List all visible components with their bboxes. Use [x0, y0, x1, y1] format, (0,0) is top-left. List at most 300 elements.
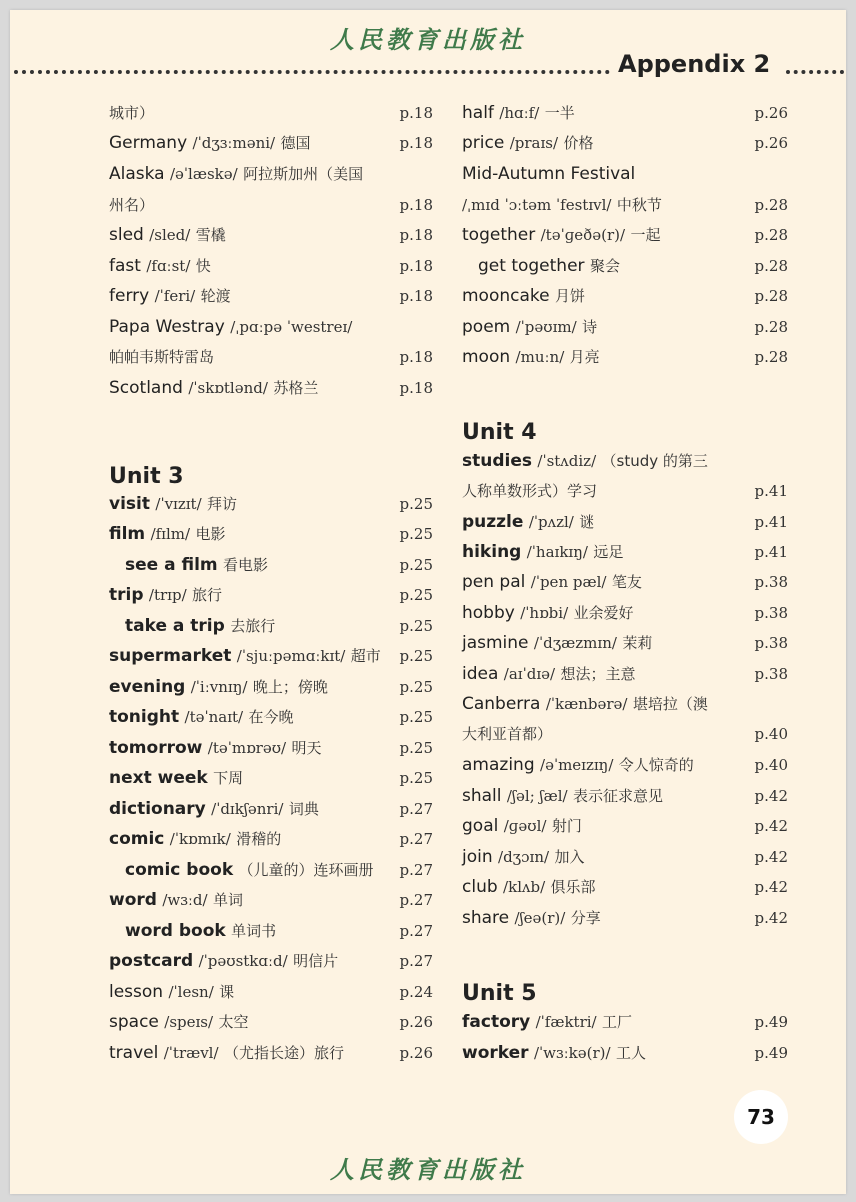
vocab-row: [109, 130, 433, 156]
vocab-word: supermarket: [109, 646, 232, 666]
vocab-entry: [109, 674, 328, 700]
vocab-entry: [109, 375, 318, 401]
appendix-title: Appendix 2: [618, 50, 771, 78]
page-reference: p.49: [754, 1044, 788, 1062]
page-reference: p.25: [399, 586, 433, 604]
vocab-translation: 业余爱好: [573, 604, 634, 622]
vocab-phonetic: /dʒɔɪn/: [498, 848, 550, 866]
vocab-entry: [462, 192, 662, 218]
vocab-entry: [462, 813, 582, 839]
vocab-row: [462, 283, 788, 309]
vocab-row: [109, 704, 433, 730]
page-reference: p.42: [754, 909, 788, 927]
vocab-translation: 一起: [630, 226, 661, 244]
vocab-row: [462, 783, 788, 809]
page-reference: p.27: [399, 891, 433, 909]
page-reference: p.25: [399, 556, 433, 574]
vocab-row: [109, 582, 433, 608]
vocab-entry: [109, 192, 154, 218]
vocab-row: [462, 478, 788, 504]
vocab-translation: 快: [195, 257, 211, 275]
vocab-translation: 价格: [563, 134, 594, 152]
vocab-phonetic: /speɪs/: [164, 1013, 214, 1031]
vocab-entry: [478, 253, 620, 279]
vocab-phonetic: /ˈfæktri/: [535, 1013, 597, 1031]
vocab-word: Germany: [109, 133, 188, 153]
vocab-row: [109, 222, 433, 248]
vocab-row: [109, 796, 433, 822]
page-reference: p.41: [754, 543, 788, 561]
vocab-translation: 单词书: [231, 922, 277, 940]
vocab-entry: [462, 539, 623, 565]
page-reference: p.18: [399, 196, 433, 214]
vocab-phonetic: /təˈnaɪt/: [184, 708, 244, 726]
vocab-entry: [462, 1040, 646, 1066]
vocab-translation: 工厂: [602, 1013, 633, 1031]
vocab-translation: 词典: [288, 800, 319, 818]
vocab-word: mooncake: [462, 286, 550, 306]
vocab-row: [462, 569, 788, 595]
vocab-word: lesson: [109, 982, 164, 1002]
unit-heading: Unit 3: [109, 464, 184, 489]
vocab-entry: [109, 521, 225, 547]
vocab-row: [109, 735, 433, 761]
page-reference: p.27: [399, 922, 433, 940]
vocab-entry: [109, 344, 214, 370]
page-reference: p.40: [754, 756, 788, 774]
vocab-translation: 单词: [212, 891, 243, 909]
vocab-row: [462, 874, 788, 900]
vocab-row: [462, 100, 788, 126]
vocab-word: trip: [109, 585, 144, 605]
vocab-entry: [109, 643, 381, 669]
vocab-word: shall: [462, 786, 502, 806]
vocab-entry: [109, 161, 363, 187]
vocab-word: fast: [109, 256, 141, 276]
vocab-phonetic: /muːn/: [515, 348, 565, 366]
vocab-entry: [462, 874, 596, 900]
vocab-translation: 想法；主意: [560, 665, 636, 683]
vocab-entry: [462, 721, 552, 747]
page-reference: p.18: [399, 348, 433, 366]
vocab-row: [109, 613, 433, 639]
vocab-translation: 工人: [615, 1044, 646, 1062]
vocab-word: film: [109, 524, 146, 544]
vocab-word: space: [109, 1012, 159, 1032]
vocab-row: [109, 552, 433, 578]
vocab-phonetic: /ˌpɑːpə ˈwestreɪ/: [230, 318, 353, 336]
vocab-entry: [109, 735, 322, 761]
vocab-translation: 月亮: [569, 348, 600, 366]
vocab-entry: [109, 491, 237, 517]
page-reference: p.26: [754, 134, 788, 152]
vocab-translation: （study 的第三: [601, 452, 708, 470]
vocab-translation: 笔友: [611, 573, 642, 591]
page-reference: p.25: [399, 495, 433, 513]
publisher-logo-bottom: 人民教育出版社: [330, 1155, 526, 1184]
vocab-translation: 人称单数形式）学习: [462, 482, 598, 500]
vocab-phonetic: /praɪs/: [509, 134, 559, 152]
vocab-word: half: [462, 103, 494, 123]
vocab-entry: [462, 661, 635, 687]
vocab-row: [109, 765, 433, 791]
vocab-entry: [125, 613, 275, 639]
vocab-row: [462, 253, 788, 279]
vocab-word: tonight: [109, 707, 180, 727]
vocab-word: ferry: [109, 286, 150, 306]
vocab-row: [109, 521, 433, 547]
vocab-translation: 城市）: [109, 104, 155, 122]
vocab-row: [109, 887, 433, 913]
vocab-row: [109, 918, 433, 944]
vocab-translation: 一半: [544, 104, 575, 122]
vocab-entry: [462, 314, 597, 340]
vocab-row: [462, 661, 788, 687]
vocab-row: [109, 1009, 433, 1035]
vocab-row: [109, 192, 433, 218]
vocab-phonetic: /ˈtrævl/: [163, 1044, 219, 1062]
page-reference: p.42: [754, 878, 788, 896]
vocab-word: Alaska: [109, 164, 165, 184]
vocab-translation: 轮渡: [200, 287, 231, 305]
dotted-rule-left: [14, 70, 610, 74]
vocab-word: poem: [462, 317, 511, 337]
vocab-phonetic: /klʌb/: [503, 878, 546, 896]
vocab-entry: [109, 765, 243, 791]
vocab-entry: [462, 1009, 632, 1035]
dotted-rule-right: [786, 70, 844, 74]
vocab-row: [462, 161, 788, 187]
vocab-entry: [109, 253, 211, 279]
vocab-entry: [125, 857, 374, 883]
vocab-word: price: [462, 133, 505, 153]
vocab-row: [109, 979, 433, 1005]
vocab-word: Canberra: [462, 694, 541, 714]
vocab-entry: [462, 630, 652, 656]
page-reference: p.27: [399, 800, 433, 818]
vocab-row: [462, 130, 788, 156]
vocab-phonetic: /trɪp/: [148, 586, 187, 604]
vocab-translation: 谜: [579, 513, 595, 531]
vocab-entry: [109, 314, 352, 340]
vocab-translation: 明信片: [293, 952, 339, 970]
vocab-translation: 州名）: [109, 196, 155, 214]
vocab-word: Mid-Autumn Festival: [462, 164, 636, 184]
page: [10, 10, 846, 1194]
vocab-word: puzzle: [462, 512, 524, 532]
vocab-row: [109, 314, 433, 340]
vocab-entry: [462, 600, 634, 626]
vocab-phonetic: /ˈsjuːpəmɑːkɪt/: [236, 647, 346, 665]
vocab-phonetic: /ˈpʌzl/: [528, 513, 574, 531]
vocab-translation: 分享: [570, 909, 601, 927]
vocab-row: [462, 192, 788, 218]
vocab-entry: [462, 478, 597, 504]
vocab-phonetic: /ˈdɪkʃənri/: [211, 800, 284, 818]
vocab-word: travel: [109, 1043, 159, 1063]
vocab-entry: [462, 130, 593, 156]
vocab-row: [462, 1040, 788, 1066]
page-reference: p.28: [754, 318, 788, 336]
vocab-entry: [462, 752, 694, 778]
vocab-translation: 大利亚首都）: [462, 725, 553, 743]
vocab-phonetic: /əˈlæskə/: [170, 165, 238, 183]
vocab-phonetic: /ˈkɒmɪk/: [169, 830, 231, 848]
vocab-row: [462, 539, 788, 565]
vocab-row: [109, 857, 433, 883]
page-reference: p.28: [754, 226, 788, 244]
vocab-translation: 拜访: [207, 495, 238, 513]
page-reference: p.26: [399, 1044, 433, 1062]
vocab-translation: 帕帕韦斯特雷岛: [109, 348, 215, 366]
page-number: 73: [734, 1090, 788, 1144]
vocab-translation: 电影: [195, 525, 226, 543]
vocab-word: comic: [109, 829, 165, 849]
vocab-entry: [462, 283, 585, 309]
page-reference: p.25: [399, 617, 433, 635]
page-reference: p.18: [399, 104, 433, 122]
vocab-translation: 中秋节: [616, 196, 662, 214]
vocab-entry: [109, 1009, 248, 1035]
vocab-translation: 太空: [218, 1013, 249, 1031]
vocab-phonetic: /ʃeə(r)/: [514, 909, 566, 927]
vocab-entry: [462, 509, 594, 535]
vocab-phonetic: /ɡəʊl/: [503, 817, 547, 835]
vocab-phonetic: /fɪlm/: [150, 525, 191, 543]
vocab-entry: [462, 222, 660, 248]
vocab-word: goal: [462, 816, 499, 836]
vocab-phonetic: /hɑːf/: [499, 104, 540, 122]
vocab-phonetic: /ˈpen pæl/: [530, 573, 607, 591]
vocab-translation: 旅行: [192, 586, 223, 604]
vocab-word: Scotland: [109, 378, 183, 398]
vocab-translation: 苏格兰: [273, 379, 319, 397]
vocab-word: word book: [125, 921, 226, 941]
vocab-translation: 表示征求意见: [572, 787, 663, 805]
page-reference: p.28: [754, 196, 788, 214]
vocab-entry: [109, 222, 226, 248]
vocab-word: factory: [462, 1012, 531, 1032]
vocab-word: jasmine: [462, 633, 529, 653]
page-reference: p.18: [399, 379, 433, 397]
vocab-word: sled: [109, 225, 144, 245]
page-reference: p.38: [754, 604, 788, 622]
vocab-word: moon: [462, 347, 511, 367]
vocab-phonetic: /təˈɡeðə(r)/: [540, 226, 626, 244]
vocab-row: [462, 630, 788, 656]
vocab-row: [462, 344, 788, 370]
vocab-word: take a trip: [125, 616, 225, 636]
vocab-word: amazing: [462, 755, 535, 775]
vocab-row: [109, 826, 433, 852]
vocab-entry: [109, 283, 231, 309]
vocab-row: [462, 600, 788, 626]
unit-heading: Unit 4: [462, 420, 537, 445]
page-reference: p.38: [754, 634, 788, 652]
page-reference: p.38: [754, 665, 788, 683]
vocab-entry: [109, 887, 243, 913]
vocab-row: [462, 721, 788, 747]
page-reference: p.27: [399, 861, 433, 879]
vocab-phonetic: /ˈpəʊstkɑːd/: [198, 952, 288, 970]
vocab-phonetic: /ˈlesn/: [168, 983, 214, 1001]
page-reference: p.25: [399, 708, 433, 726]
vocab-row: [109, 100, 433, 126]
page-reference: p.18: [399, 287, 433, 305]
vocab-entry: [109, 826, 281, 852]
vocab-translation: 阿拉斯加州（美国: [243, 165, 364, 183]
page-reference: p.24: [399, 983, 433, 1001]
vocab-phonetic: /ˈkænbərə/: [545, 695, 628, 713]
page-reference: p.25: [399, 769, 433, 787]
vocab-word: next week: [109, 768, 208, 788]
vocab-translation: 月饼: [555, 287, 586, 305]
vocab-word: comic book: [125, 860, 234, 880]
vocab-phonetic: /ˈdʒɜːməni/: [192, 134, 276, 152]
vocab-entry: [462, 691, 708, 717]
vocab-row: [462, 448, 788, 474]
vocab-word: hiking: [462, 542, 522, 562]
vocab-entry: [109, 1040, 344, 1066]
vocab-translation: （儿童的）连环画册: [238, 861, 374, 879]
page-reference: p.26: [754, 104, 788, 122]
page-reference: p.25: [399, 678, 433, 696]
page-reference: p.38: [754, 573, 788, 591]
vocab-row: [462, 752, 788, 778]
vocab-translation: 加入: [554, 848, 585, 866]
vocab-translation: 明天: [291, 739, 322, 757]
page-reference: p.28: [754, 257, 788, 275]
vocab-row: [462, 813, 788, 839]
vocab-translation: 远足: [593, 543, 624, 561]
page-reference: p.26: [399, 1013, 433, 1031]
vocab-entry: [462, 161, 635, 187]
vocab-row: [109, 643, 433, 669]
vocab-phonetic: /ˈpəʊɪm/: [515, 318, 577, 336]
vocab-word: postcard: [109, 951, 194, 971]
vocab-row: [109, 375, 433, 401]
vocab-phonetic: /ˈwɜːkə(r)/: [533, 1044, 611, 1062]
vocab-word: studies: [462, 451, 532, 471]
vocab-word: tomorrow: [109, 738, 203, 758]
vocab-row: [462, 691, 788, 717]
page-reference: p.27: [399, 952, 433, 970]
vocab-phonetic: /sled/: [149, 226, 191, 244]
vocab-row: [462, 314, 788, 340]
vocab-entry: [462, 783, 663, 809]
vocab-entry: [109, 582, 222, 608]
page-reference: p.41: [754, 513, 788, 531]
vocab-word: see a film: [125, 555, 218, 575]
vocab-phonetic: /ˈstʌdiz/: [537, 452, 597, 470]
page-reference: p.25: [399, 739, 433, 757]
vocab-translation: 在今晚: [248, 708, 294, 726]
vocab-phonetic: /təˈmɒrəʊ/: [207, 739, 287, 757]
vocab-word: get together: [478, 256, 585, 276]
vocab-translation: 下周: [213, 769, 244, 787]
vocab-phonetic: /ˈdʒæzmɪn/: [533, 634, 617, 652]
vocab-word: join: [462, 847, 493, 867]
unit-heading: Unit 5: [462, 981, 537, 1006]
vocab-entry: [462, 844, 585, 870]
vocab-translation: 德国: [280, 134, 311, 152]
vocab-row: [109, 674, 433, 700]
vocab-row: [109, 161, 433, 187]
page-reference: p.42: [754, 787, 788, 805]
vocab-phonetic: /aɪˈdɪə/: [503, 665, 556, 683]
vocab-phonetic: /ˈiːvnɪŋ/: [190, 678, 248, 696]
vocab-phonetic: /ˈhaɪkɪŋ/: [526, 543, 588, 561]
vocab-entry: [109, 796, 319, 822]
page-reference: p.41: [754, 482, 788, 500]
vocab-translation: 堪培拉（澳: [632, 695, 708, 713]
vocab-phonetic: /ˈvɪzɪt/: [155, 495, 202, 513]
vocab-translation: 令人惊奇的: [618, 756, 694, 774]
vocab-entry: [109, 130, 311, 156]
page-reference: p.42: [754, 848, 788, 866]
vocab-entry: [109, 979, 234, 1005]
vocab-translation: 看电影: [223, 556, 269, 574]
vocab-row: [462, 509, 788, 535]
page-reference: p.40: [754, 725, 788, 743]
vocab-word: word: [109, 890, 157, 910]
page-reference: p.42: [754, 817, 788, 835]
page-reference: p.18: [399, 226, 433, 244]
vocab-phonetic: /ˈferi/: [154, 287, 196, 305]
vocab-entry: [125, 552, 268, 578]
vocab-entry: [109, 704, 294, 730]
page-reference: p.28: [754, 348, 788, 366]
publisher-logo-top: 人民教育出版社: [330, 25, 526, 54]
vocab-translation: 去旅行: [230, 617, 276, 635]
vocab-translation: 超市: [350, 647, 381, 665]
vocab-word: idea: [462, 664, 499, 684]
vocab-phonetic: /fɑːst/: [146, 257, 191, 275]
vocab-entry: [462, 448, 708, 474]
vocab-entry: [125, 918, 276, 944]
vocab-word: hobby: [462, 603, 515, 623]
vocab-entry: [109, 948, 338, 974]
vocab-row: [462, 222, 788, 248]
vocab-phonetic: /ˈskɒtlənd/: [188, 379, 268, 397]
vocab-row: [109, 491, 433, 517]
vocab-word: club: [462, 877, 498, 897]
vocab-translation: 射门: [551, 817, 582, 835]
vocab-word: pen pal: [462, 572, 526, 592]
vocab-translation: 课: [219, 983, 235, 1001]
vocab-entry: [462, 344, 600, 370]
vocab-row: [462, 905, 788, 931]
vocab-entry: [462, 905, 601, 931]
vocab-translation: （尤指长途）旅行: [223, 1044, 344, 1062]
vocab-word: evening: [109, 677, 186, 697]
vocab-row: [462, 1009, 788, 1035]
page-reference: p.28: [754, 287, 788, 305]
vocab-row: [109, 344, 433, 370]
vocab-word: visit: [109, 494, 150, 514]
page-reference: p.25: [399, 525, 433, 543]
vocab-phonetic: /ˌmɪd ˈɔːtəm ˈfestɪvl/: [462, 196, 612, 214]
vocab-translation: 诗: [582, 318, 598, 336]
vocab-row: [109, 253, 433, 279]
vocab-translation: 聚会: [589, 257, 620, 275]
vocab-row: [462, 844, 788, 870]
page-reference: p.18: [399, 257, 433, 275]
vocab-row: [109, 283, 433, 309]
page-reference: p.25: [399, 647, 433, 665]
vocab-translation: 茉莉: [622, 634, 653, 652]
vocab-translation: 雪橇: [195, 226, 226, 244]
